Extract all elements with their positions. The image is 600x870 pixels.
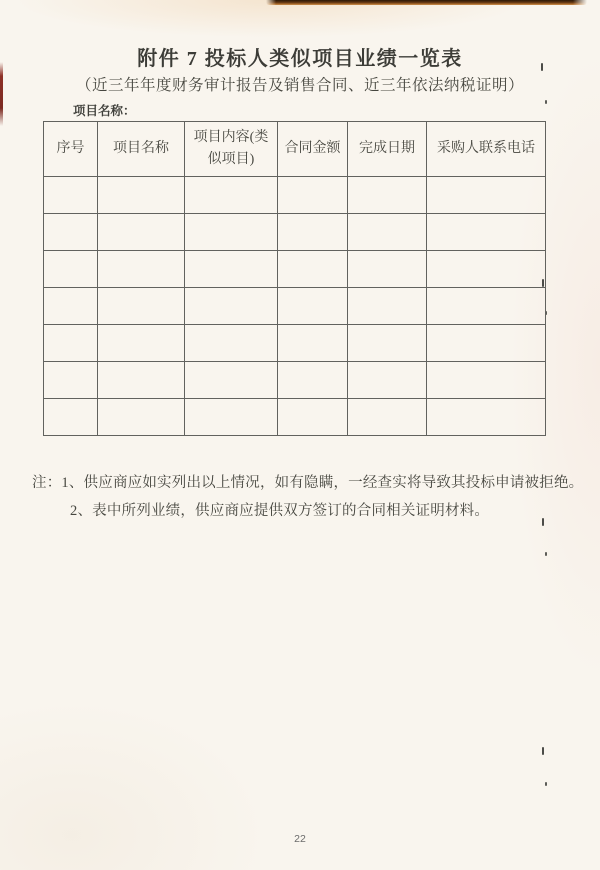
table-cell-empty	[427, 362, 546, 399]
performance-table	[43, 121, 546, 436]
scan-artifact-tick	[545, 552, 547, 556]
table-cell-empty	[98, 325, 185, 362]
table-cell-empty	[278, 362, 348, 399]
table-cell-empty	[98, 177, 185, 214]
column-header-purchaser-phone: 采购人联系电话	[427, 122, 546, 177]
table-row	[44, 251, 546, 288]
table-cell-empty	[278, 177, 348, 214]
table-cell-empty	[427, 214, 546, 251]
table-cell-empty	[348, 251, 427, 288]
table-cell-empty	[348, 288, 427, 325]
table-row	[44, 362, 546, 399]
table-header	[44, 122, 546, 177]
table-row	[44, 399, 546, 436]
column-header-project-name: 项目名称	[98, 122, 185, 177]
note-line-1: 注：1、供应商应如实列出以上情况，如有隐瞒，一经查实将导致其投标申请被拒绝。	[32, 475, 584, 491]
table-cell-empty	[98, 214, 185, 251]
project-name-label: 项目名称：	[73, 104, 136, 118]
table-row	[44, 288, 546, 325]
table-row	[44, 214, 546, 251]
table-cell-empty	[185, 214, 278, 251]
scan-artifact-top-band	[266, 0, 587, 5]
table-row	[44, 177, 546, 214]
table-cell-empty	[348, 177, 427, 214]
table-row	[44, 325, 546, 362]
table-header-row	[44, 122, 546, 177]
table-cell-empty	[185, 288, 278, 325]
scan-artifact-tick	[542, 518, 544, 526]
table-cell-empty	[185, 251, 278, 288]
table-cell-empty	[427, 251, 546, 288]
table-body	[44, 177, 546, 436]
table-cell-empty	[44, 362, 98, 399]
note-line-2: 2、表中所列业绩，供应商应提供双方签订的合同相关证明材料。	[70, 503, 490, 519]
table-cell-empty	[98, 288, 185, 325]
table-cell-empty	[348, 214, 427, 251]
table-cell-empty	[44, 325, 98, 362]
table-cell-empty	[278, 325, 348, 362]
table-cell-empty	[348, 362, 427, 399]
table-cell-empty	[427, 177, 546, 214]
table-cell-empty	[44, 288, 98, 325]
table-cell-empty	[278, 214, 348, 251]
table-cell-empty	[44, 399, 98, 436]
table-cell-empty	[185, 362, 278, 399]
scan-artifact-tick	[545, 782, 547, 786]
table-cell-empty	[427, 399, 546, 436]
table-cell-empty	[278, 288, 348, 325]
table-cell-empty	[348, 325, 427, 362]
column-header-completion-date: 完成日期	[348, 122, 427, 177]
page-number: 22	[294, 833, 306, 845]
column-header-index: 序号	[44, 122, 98, 177]
column-header-project-content: 项目内容(类似项目)	[185, 122, 278, 177]
table-cell-empty	[185, 399, 278, 436]
document-subtitle: （近三年年度财务审计报告及销售合同、近三年依法纳税证明）	[75, 77, 524, 94]
table-cell-empty	[348, 399, 427, 436]
table-cell-empty	[278, 251, 348, 288]
scan-artifact-tick	[542, 747, 544, 755]
table-cell-empty	[44, 251, 98, 288]
table-cell-empty	[427, 288, 546, 325]
table-cell-empty	[44, 214, 98, 251]
table-cell-empty	[185, 325, 278, 362]
table-cell-empty	[278, 399, 348, 436]
document-title: 附件 7 投标人类似项目业绩一览表	[137, 48, 463, 70]
table-cell-empty	[98, 362, 185, 399]
table-cell-empty	[44, 177, 98, 214]
scan-artifact-tick	[545, 100, 547, 104]
table-cell-empty	[185, 177, 278, 214]
table-cell-empty	[98, 251, 185, 288]
table-cell-empty	[98, 399, 185, 436]
table-cell-empty	[427, 325, 546, 362]
column-header-contract-amount: 合同金额	[278, 122, 348, 177]
